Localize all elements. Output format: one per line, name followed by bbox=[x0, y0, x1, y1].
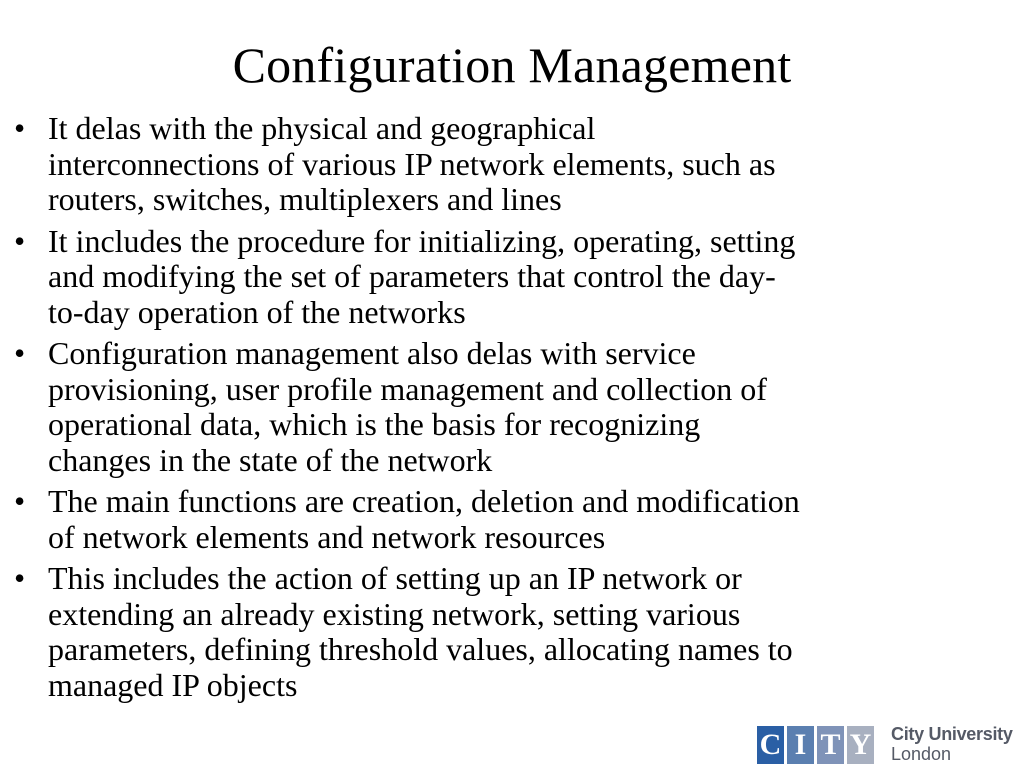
bullet-line: and modifying the set of parameters that control the day- bbox=[48, 258, 776, 294]
logo-tile-y: Y bbox=[847, 726, 874, 764]
logo-wordmark bbox=[891, 724, 1013, 764]
bullet-line: changes in the state of the network bbox=[48, 441, 493, 478]
bullet-list bbox=[0, 111, 1000, 709]
bullet-item bbox=[0, 111, 1000, 218]
bullet-line: managed IP objects bbox=[48, 666, 298, 703]
city-university-logo bbox=[757, 724, 1021, 766]
slide-title: Configuration Management bbox=[232, 37, 792, 93]
logo-tile-c: C bbox=[757, 726, 784, 764]
bullet-item bbox=[0, 561, 1000, 703]
logo-tile-t: T bbox=[817, 726, 844, 764]
bullet-item bbox=[0, 484, 1000, 555]
bullet-item bbox=[0, 336, 1000, 478]
bullet-line: • It includes the procedure for initializing, operating, setting bbox=[48, 222, 796, 259]
logo-letter-tiles bbox=[757, 726, 874, 764]
bullet-line: • It delas with the physical and geographical bbox=[48, 110, 596, 146]
bullet-line: to-day operation of the networks bbox=[48, 293, 466, 330]
bullet-line: extending an already existing network, setting various bbox=[48, 595, 741, 632]
logo-university-name: City University bbox=[891, 724, 1013, 744]
bullet-line: operational data, which is the basis for recognizing bbox=[48, 406, 701, 442]
bullet-line: provisioning, user profile management and collection of bbox=[48, 370, 767, 407]
bullet-line: • Configuration management also delas with service bbox=[48, 335, 696, 371]
bullet-line: parameters, defining threshold values, allocating names to bbox=[48, 631, 793, 667]
bullet-item bbox=[0, 224, 1000, 331]
logo-city-name: London bbox=[891, 744, 952, 764]
bullet-line: interconnections of various IP network elements, such as bbox=[48, 145, 776, 182]
bullet-line: of network elements and network resources bbox=[48, 518, 606, 555]
logo-tile-i: I bbox=[787, 726, 814, 764]
bullet-line: • The main functions are creation, deletion and modification bbox=[48, 483, 800, 519]
bullet-line: • This includes the action of setting up an IP network or bbox=[48, 560, 742, 596]
bullet-line: routers, switches, multiplexers and lines bbox=[48, 181, 562, 217]
